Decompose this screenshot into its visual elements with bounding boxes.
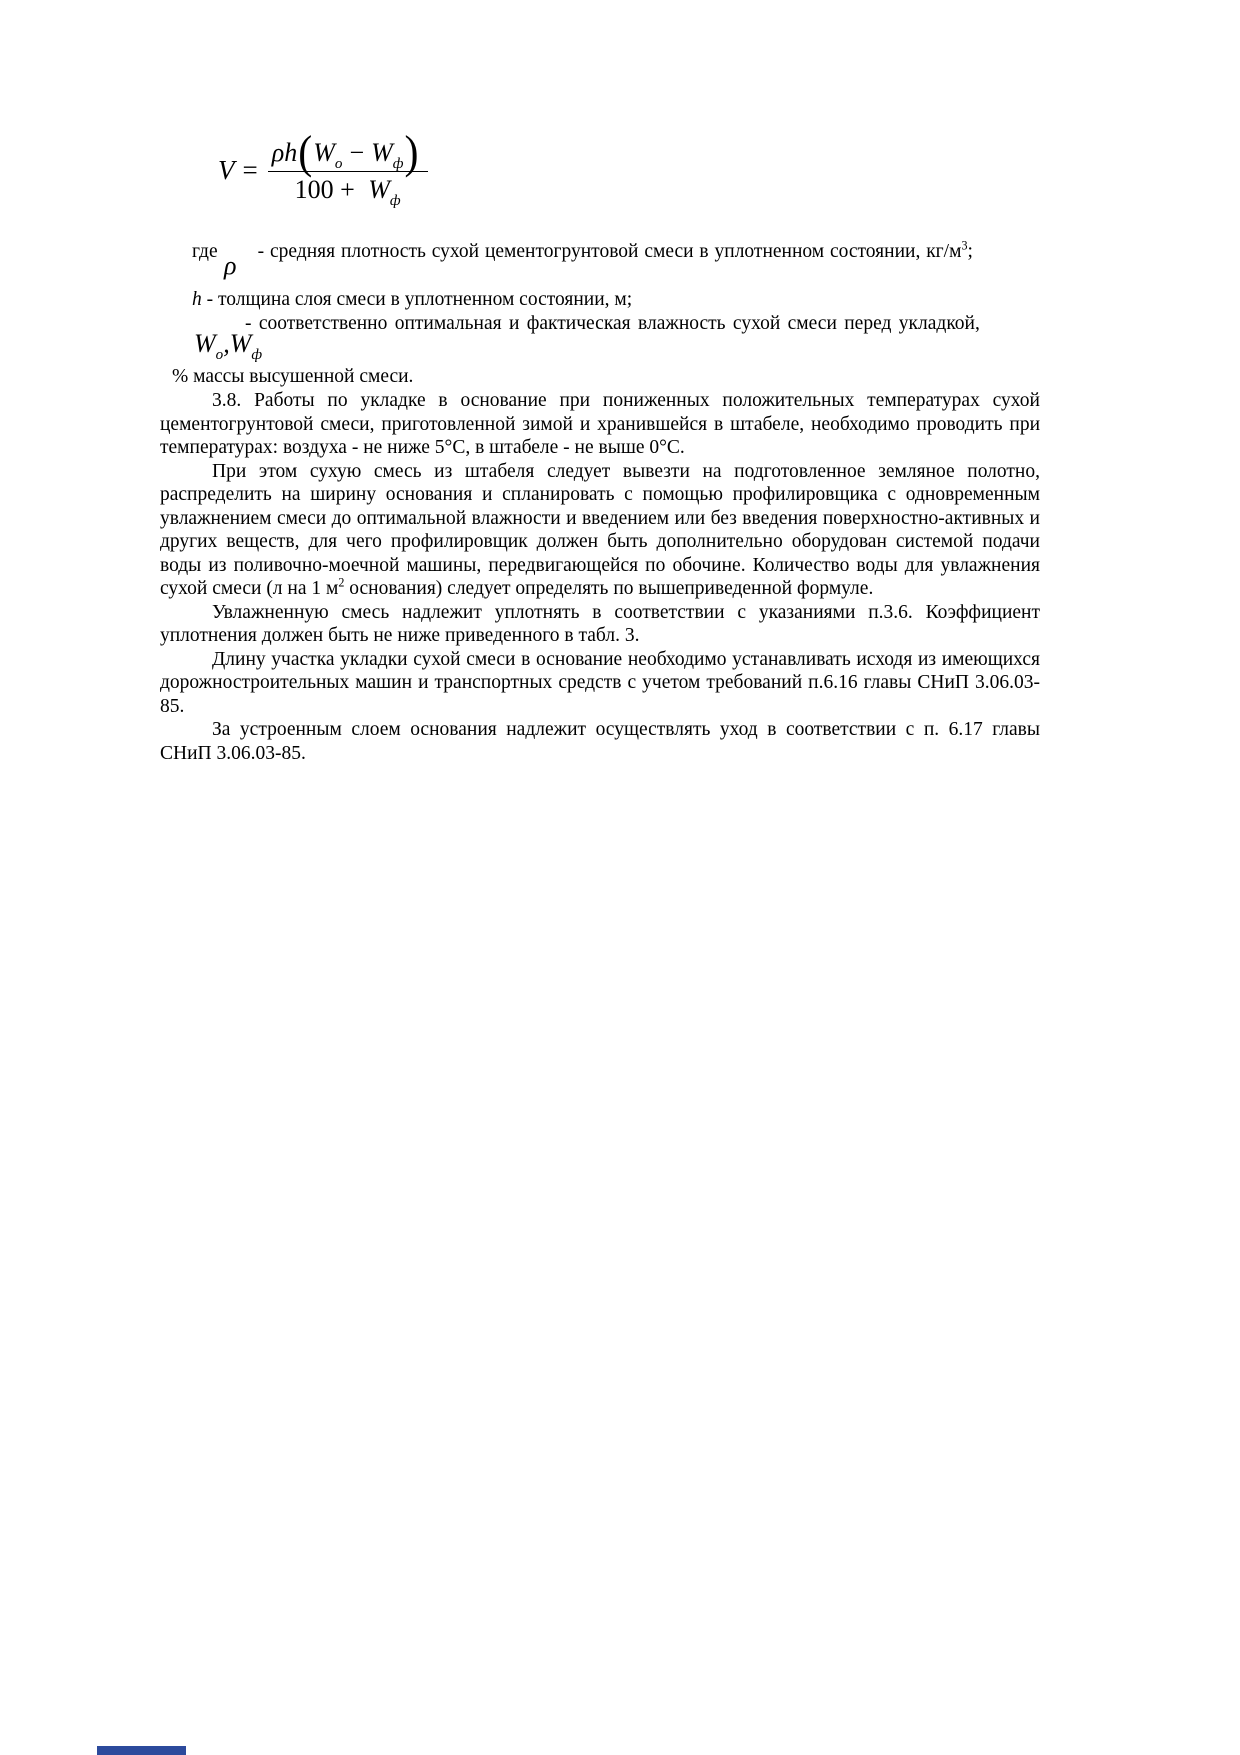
superscript-2: 2 — [338, 575, 345, 590]
w-letter: W — [194, 329, 216, 358]
rho-definition-tail: ; — [967, 241, 973, 262]
superscript-3: 3 — [961, 238, 968, 253]
paragraph-pri-etom — [160, 460, 1040, 601]
percent-mass-line: % массы высушенной смеси. — [172, 366, 414, 387]
sub-f: ф — [392, 155, 404, 172]
definition-h-line — [192, 288, 632, 312]
paragraph-dlinu-uchastka: Длину участка укладки сухой смеси в основание необходимо устанавливать исходя из имеющихся дорожностроительных машин и транспортных средств с учетом требований п.6.16 главы СНиП 3.06.03-85. — [160, 648, 1040, 717]
w-optimal-term — [313, 138, 343, 172]
fraction — [268, 127, 428, 209]
definition-rho-line — [192, 240, 973, 264]
w-actual-term-den — [368, 175, 401, 209]
sub-o: o — [215, 346, 224, 363]
paragraph-segment: При этом сухую смесь из штабеля следует вывезти на подготовленное земляное полотно, распределить на ширину основания и спланировать с помощью профилировщика с одновременным увлажнением смеси до оптимальной влажности и введением или без введения поверхностно-активных и других веществ, для чего профилировщик должен быть дополнительно оборудован системой подачи воды из поливочно-моечной машины, передвигающейся по обочине. Количество воды для увлажнения сухой смеси (л на 1 м — [160, 460, 1040, 599]
fraction-numerator: ρh ( $W_o$ − $W_ф$ ) — [268, 136, 428, 172]
rho-definition-body: - средняя плотность сухой цементогрунтовой смеси в уплотненном состоянии, кг/м — [257, 241, 962, 262]
w-optimal-symbol — [194, 329, 224, 363]
sub-f: ф — [389, 192, 401, 209]
sub-f: ф — [251, 346, 263, 363]
body-text — [160, 389, 1040, 765]
page-bottom-strip — [97, 1746, 186, 1755]
paragraph-3-8: 3.8. Работы по укладке в основание при пониженных положительных температурах сухой цементогрунтовой смеси, приготовленной зимой и хранившейся в штабеле, необходимо проводить при температурах: воздуха - не ниже 5°С, в штабеле - не выше 0°С. — [160, 390, 1040, 458]
rho-symbol: ρ — [224, 251, 237, 280]
h-definition-text: - толщина слоя смеси в уплотненном состоянии, м; — [201, 289, 633, 310]
comma: , — [223, 329, 230, 358]
w-letter: W — [229, 329, 252, 358]
where-label: где — [192, 241, 218, 262]
definition-w-line: - соответственно оптимальная и фактическая влажность сухой смеси перед укладкой, — [245, 313, 980, 334]
paragraph-za-ustroennym: За устроенным слоем основания надлежит осуществлять уход в соответствии с п. 6.17 главы СНиП 3.06.03-85. — [160, 719, 1040, 764]
paragraph-uvlazhnennuyu: Увлажненную смесь надлежит уплотнять в соответствии с указаниями п.3.6. Коэффициент уплотнения должен быть не ниже приведенного в табл. 3. — [160, 601, 1040, 646]
formula-water-volume — [218, 127, 428, 209]
w-letter: W — [313, 138, 335, 167]
rho-definition-text — [257, 238, 973, 262]
w-symbols-line — [194, 329, 263, 363]
equals-sign: = — [242, 155, 258, 185]
w-actual-symbol — [229, 329, 263, 363]
w-letter: W — [371, 138, 393, 167]
w-actual-term — [371, 138, 404, 172]
minus-sign: − — [349, 138, 365, 167]
sub-o: o — [334, 155, 343, 172]
h-symbol: h — [192, 289, 202, 310]
w-letter: W — [368, 175, 390, 204]
rho-h-term: ρh — [271, 138, 298, 167]
formula-variable-v: V — [218, 155, 235, 185]
den-constant: 100 + — [294, 175, 355, 204]
paragraph-segment: основания) следует определять по вышеприведенной формуле. — [344, 578, 874, 599]
